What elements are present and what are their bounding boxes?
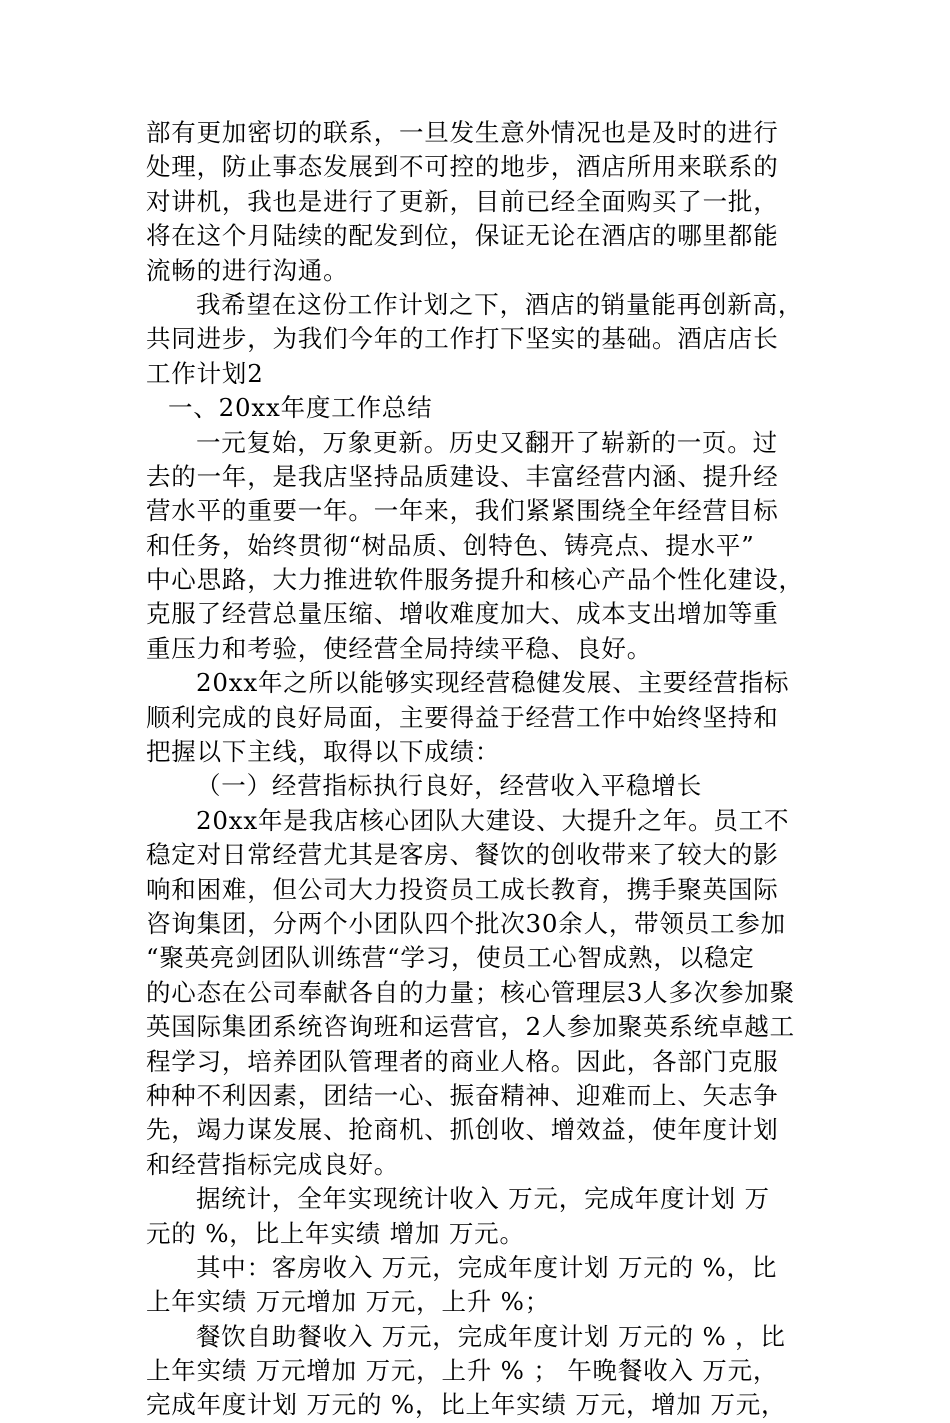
- text-line: 一、20xx年度工作总结: [168, 393, 433, 423]
- text-line: “聚英亮剑团队训练营“学习，使员工心智成熟，以稳定: [146, 943, 755, 973]
- text-line: 处理，防止事态发展到不可控的地步，酒店所用来联系的: [146, 152, 779, 182]
- text-line: 部有更加密切的联系，一旦发生意外情况也是及时的进行: [146, 118, 779, 147]
- text-line: 其中：客房收入 万元，完成年度计划 万元的 %，比: [196, 1252, 778, 1282]
- text-line: 营水平的重要一年。一年来，我们紧紧围绕全年经营目标: [146, 496, 779, 526]
- text-line: 20xx年是我店核心团队大建设、大提升之年。员工不: [196, 805, 790, 835]
- text-line: 稳定对日常经营尤其是客房、餐饮的创收带来了较大的影: [146, 840, 779, 870]
- text-line: 上年实绩 万元增加 万元，上升 % ； 午晚餐收入 万元，: [146, 1356, 779, 1386]
- text-line: 英国际集团系统咨询班和运营官，2人参加聚英系统卓越工: [146, 1012, 795, 1042]
- text-line: 顺利完成的良好局面，主要得益于经营工作中始终坚持和: [146, 702, 779, 732]
- text-line: 先，竭力谋发展、抢商机、抓创收、增效益，使年度计划: [146, 1115, 779, 1145]
- text-line: 和任务，始终贯彻“树品质、创特色、铸亮点、提水平”: [146, 530, 755, 560]
- text-line: 元的 %，比上年实绩 增加 万元。: [146, 1218, 525, 1248]
- text-line: 把握以下主线，取得以下成绩：: [146, 737, 501, 767]
- text-line: 据统计，全年实现统计收入 万元，完成年度计划 万: [196, 1184, 770, 1214]
- document-body: [146, 116, 802, 1423]
- text-line: 20xx年之所以能够实现经营稳健发展、主要经营指标: [196, 668, 790, 698]
- text-line: 的心态在公司奉献各自的力量；核心管理层3人多次参加聚: [146, 977, 795, 1007]
- text-line: 去的一年，是我店坚持品质建设、丰富经营内涵、提升经: [146, 461, 779, 491]
- text-line: 对讲机，我也是进行了更新，目前已经全面购买了一批，: [146, 186, 779, 216]
- text-line: 程学习，培养团队管理者的商业人格。因此，各部门克服: [146, 1046, 779, 1076]
- text-line: 一元复始，万象更新。历史又翻开了崭新的一页。过: [196, 427, 778, 457]
- text-line: 餐饮自助餐收入 万元，完成年度计划 万元的 % ，比: [196, 1321, 786, 1351]
- text-line: 完成年度计划 万元的 %，比上年实绩 万元，增加 万元，: [146, 1390, 787, 1420]
- text-line: 中心思路，大力推进软件服务提升和核心产品个性化建设，: [146, 565, 804, 595]
- text-line: 克服了经营总量压缩、增收难度加大、成本支出增加等重: [146, 599, 779, 629]
- text-line: 上年实绩 万元增加 万元，上升 %；: [146, 1287, 551, 1317]
- text-line: 流畅的进行沟通。: [146, 255, 349, 285]
- text-line: 将在这个月陆续的配发到位，保证无论在酒店的哪里都能: [146, 221, 779, 251]
- text-line: 响和困难，但公司大力投资员工成长教育，携手聚英国际: [146, 874, 779, 904]
- text-line: 我希望在这份工作计划之下，酒店的销量能再创新高，: [196, 289, 804, 319]
- text-line: 咨询集团，分两个小团队四个批次30余人，带领员工参加: [146, 908, 786, 938]
- text-line: 和经营指标完成良好。: [146, 1149, 399, 1179]
- text-line: 工作计划2: [146, 358, 264, 388]
- text-line: 共同进步，为我们今年的工作打下坚实的基础。酒店店长: [146, 324, 779, 354]
- text-line: （一）经营指标执行良好，经营收入平稳增长: [196, 771, 702, 801]
- text-line: 种种不利因素，团结一心、振奋精神、迎难而上、矢志争: [146, 1080, 779, 1110]
- text-line: 重压力和考验，使经营全局持续平稳、良好。: [146, 633, 652, 663]
